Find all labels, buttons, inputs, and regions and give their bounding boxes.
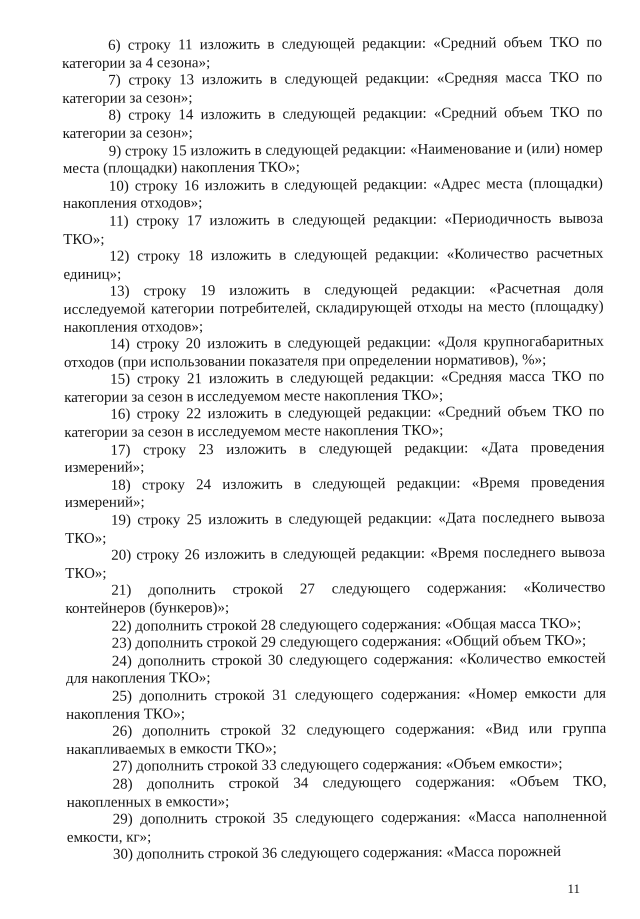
list-item: 26) дополнить строкой 32 следующего содержания: «Вид или группа накапливаемых в емкости ТКО»; xyxy=(66,720,607,758)
list-item: 9) строку 15 изложить в следующей редакции: «Наименование и (или) номер места (площадки) накопления ТКО»; xyxy=(62,140,603,178)
list-item: 21) дополнить строкой 27 следующего содержания: «Количество контейнеров (бункеров)»; xyxy=(65,580,606,617)
list-item: 16) строку 22 изложить в следующей редакции: «Средний объем ТКО по категории за сезон в исследуемом месте накопления ТКО»; xyxy=(64,404,605,442)
document-body xyxy=(62,35,607,865)
list-item: 17) строку 23 изложить в следующей редакции: «Дата проведения измерений»; xyxy=(64,439,605,477)
list-item: 30) дополнить строкой 36 следующего содержания: «Масса порожней xyxy=(112,844,562,864)
page-number: 11 xyxy=(567,881,580,896)
list-item: 27) дополнить строкой 33 следующего содержания: «Объем емкости»; xyxy=(112,756,563,776)
list-item: 14) строку 20 изложить в следующей редакции: «Доля крупногабаритных отходов (при использовании показателя при определении нормативов), %»; xyxy=(63,333,604,371)
list-item: 11) строку 17 изложить в следующей редакции: «Периодичность вывоза ТКО»; xyxy=(63,210,604,248)
list-item: 23) дополнить строкой 29 следующего содержания: «Общий объем ТКО»; xyxy=(111,632,587,652)
list-item: 12) строку 18 изложить в следующей редакции: «Количество расчетных единиц»; xyxy=(63,245,604,283)
list-item: 18) строку 24 изложить в следующей редакции: «Время проведения измерений»; xyxy=(64,474,605,512)
list-item: 29) дополнить строкой 35 следующего содержания: «Масса наполненной емкости, кг»; xyxy=(66,808,607,846)
list-item: 6) строку 11 изложить в следующей редакции: «Средний объем ТКО по категории за 4 сезона»; xyxy=(62,34,603,72)
list-item: 13) строку 19 изложить в следующей редакции: «Расчетная доля исследуемой категории потребителей, складирующей отходы на место (площадку) накопления отходов»; xyxy=(63,281,604,336)
list-item: 8) строку 14 изложить в следующей редакции: «Средний объем ТКО по категории за сезон»; xyxy=(62,105,603,142)
list-item: 24) дополнить строкой 30 следующего содержания: «Количество емкостей для накопления ТКО»; xyxy=(65,650,606,688)
list-item: 25) дополнить строкой 31 следующего содержания: «Номер емкости для накопления ТКО»; xyxy=(66,685,607,723)
list-item: 19) строку 25 изложить в следующей редакции: «Дата последнего вывоза ТКО»; xyxy=(65,509,605,547)
list-item: 28) дополнить строкой 34 следующего содержания: «Объем ТКО, накопленных в емкости»; xyxy=(66,773,607,811)
list-item: 7) строку 13 изложить в следующей редакции: «Средняя масса ТКО по категории за сезон»; xyxy=(62,69,603,107)
list-item: 15) строку 21 изложить в следующей редакции: «Средняя масса ТКО по категории за сезон в исследуемом месте накопления ТКО»; xyxy=(64,368,605,406)
list-item: 10) строку 16 изложить в следующей редакции: «Адрес места (площадки) накопления отходов»; xyxy=(62,175,603,213)
list-item: 22) дополнить строкой 28 следующего содержания: «Общая масса ТКО»; xyxy=(111,615,582,635)
list-item: 20) строку 26 изложить в следующей редакции: «Время последнего вывоза ТКО»; xyxy=(65,544,606,582)
